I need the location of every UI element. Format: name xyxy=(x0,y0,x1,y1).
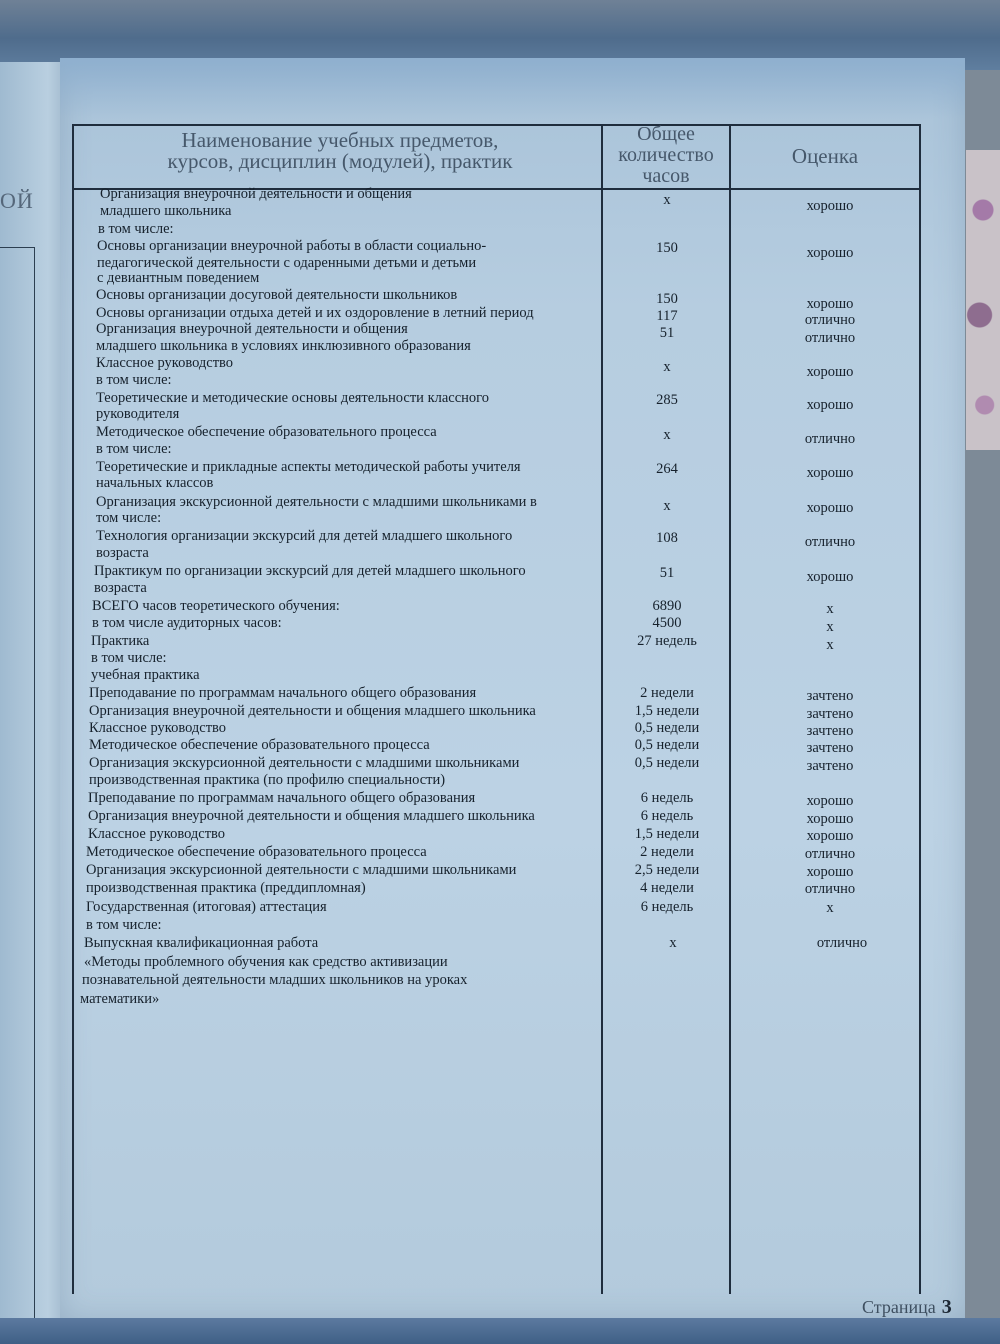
table-border-top xyxy=(72,124,920,126)
row-hours: 264 xyxy=(656,461,678,477)
row-hours: 150 xyxy=(656,240,678,256)
page-wave-pattern xyxy=(60,58,965,118)
row-grade: x xyxy=(826,601,834,617)
row-grade: хорошо xyxy=(806,793,854,809)
row-hours: 0,5 недели xyxy=(634,755,700,771)
row-subject: «Методы проблемного обучения как средство активизации xyxy=(84,954,448,970)
row-hours: 1,5 недели xyxy=(634,703,700,719)
row-subject: в том числе: xyxy=(98,221,174,237)
row-subject: младшего школьника xyxy=(100,203,232,219)
row-grade: хорошо xyxy=(806,245,854,261)
row-grade: хорошо xyxy=(806,864,854,880)
row-grade: x xyxy=(826,900,834,916)
table-row xyxy=(0,917,1000,935)
row-subject: Организация внеурочной деятельности и общения младшего школьника xyxy=(88,808,535,824)
table-row xyxy=(0,826,1000,844)
row-subject: в том числе: xyxy=(96,372,172,388)
row-grade: хорошо xyxy=(806,198,854,214)
row-subject: Основы организации внеурочной работы в области социально- xyxy=(97,238,487,254)
table-row xyxy=(0,991,1000,1009)
page-number: 3 xyxy=(941,1296,952,1318)
row-hours: 108 xyxy=(656,530,678,546)
row-subject: Преподавание по программам начального общего образования xyxy=(89,685,477,701)
row-grade: отлично xyxy=(804,846,856,862)
row-subject: Организация внеурочной деятельности и общения младшего школьника xyxy=(89,703,536,719)
table-row xyxy=(0,615,1000,633)
table-row xyxy=(0,598,1000,616)
row-grade: хорошо xyxy=(806,811,854,827)
table-row xyxy=(0,880,1000,898)
row-grade: отлично xyxy=(804,330,856,346)
row-subject: возраста xyxy=(94,580,147,596)
header-grade: Оценка xyxy=(791,144,859,168)
row-subject: Основы организации досуговой деятельности школьников xyxy=(96,287,458,303)
row-subject: Классное руководство xyxy=(88,826,226,842)
table-row xyxy=(0,899,1000,917)
header-subject-line-1: Наименование учебных предметов, xyxy=(181,128,499,152)
row-grade: отлично xyxy=(804,431,856,447)
row-subject: Выпускная квалификационная работа xyxy=(84,935,319,951)
row-subject: Государственная (итоговая) аттестация xyxy=(86,899,327,915)
row-grade: зачтено xyxy=(806,688,854,704)
row-subject: Теоретические и методические основы деятельности классного xyxy=(96,390,490,406)
row-subject: Организация экскурсионной деятельности с младшими школьниками xyxy=(89,755,520,771)
row-hours: 2 недели xyxy=(640,685,694,701)
row-grade: хорошо xyxy=(806,296,854,312)
row-grade: зачтено xyxy=(806,740,854,756)
table-row xyxy=(0,703,1000,721)
row-subject: в том числе: xyxy=(86,917,162,933)
row-hours: 2 недели xyxy=(640,844,694,860)
header-hours-line-2: количество xyxy=(618,144,714,166)
row-subject: ВСЕГО часов теоретического обучения: xyxy=(92,598,340,614)
row-hours: 150 xyxy=(656,291,678,307)
row-hours: 0,5 недели xyxy=(634,720,700,736)
row-hours: 6 недель xyxy=(640,790,694,806)
row-grade: x xyxy=(826,619,834,635)
table-row xyxy=(0,737,1000,755)
row-subject: Организация внеурочной деятельности и общения xyxy=(100,186,412,202)
row-grade: хорошо xyxy=(806,828,854,844)
table-row xyxy=(0,221,1000,239)
page-label: Страница xyxy=(862,1297,936,1317)
row-grade: хорошо xyxy=(806,465,854,481)
bottom-cover-band xyxy=(0,1318,1000,1344)
row-subject: возраста xyxy=(96,545,149,561)
row-subject: младшего школьника в условиях инклюзивного образования xyxy=(96,338,471,354)
row-subject: Организация экскурсионной деятельности с младшими школьниками в xyxy=(96,494,537,510)
table-row xyxy=(0,954,1000,972)
row-grade: зачтено xyxy=(806,758,854,774)
row-hours: x xyxy=(663,498,671,514)
row-subject: Организация экскурсионной деятельности с младшими школьниками xyxy=(86,862,517,878)
left-page-fragment: ОЙ xyxy=(0,188,34,213)
table-row xyxy=(0,364,1000,390)
row-subject: в том числе: xyxy=(91,650,167,666)
row-grade: хорошо xyxy=(806,397,854,413)
row-grade: хорошо xyxy=(806,569,854,585)
row-grade: отлично xyxy=(804,312,856,328)
table-row xyxy=(0,720,1000,738)
row-grade: отлично xyxy=(804,881,856,897)
table-row xyxy=(0,808,1000,826)
row-subject: с девиантным поведением xyxy=(97,270,260,286)
table-row xyxy=(0,685,1000,703)
table-row xyxy=(0,633,1000,651)
row-hours: 117 xyxy=(656,308,678,324)
row-subject: Методическое обеспечение образовательного процесса xyxy=(86,844,427,860)
table-row xyxy=(0,667,1000,685)
row-subject: Практикум по организации экскурсий для детей младшего школьного xyxy=(94,563,526,579)
row-subject: в том числе: xyxy=(96,441,172,457)
row-hours: 51 xyxy=(659,325,675,341)
table-row xyxy=(0,790,1000,808)
header-hours-line-3: часов xyxy=(642,165,690,187)
row-subject: Методическое обеспечение образовательного процесса xyxy=(96,424,437,440)
table-row xyxy=(0,935,1000,953)
row-subject: начальных классов xyxy=(96,475,214,491)
row-subject: Организация внеурочной деятельности и общения xyxy=(96,321,408,337)
row-grade: зачтено xyxy=(806,723,854,739)
table-row xyxy=(0,862,1000,880)
row-hours: 6890 xyxy=(652,598,682,614)
row-hours: 0,5 недели xyxy=(634,737,700,753)
row-grade: хорошо xyxy=(806,500,854,516)
table-row xyxy=(0,844,1000,862)
row-hours: x xyxy=(663,192,671,208)
row-subject: Теоретические и прикладные аспекты методической работы учителя xyxy=(96,459,521,475)
row-subject: Преподавание по программам начального общего образования xyxy=(88,790,476,806)
row-subject: учебная практика xyxy=(91,667,200,683)
row-grade: зачтено xyxy=(806,706,854,722)
row-subject: том числе: xyxy=(96,510,162,526)
row-subject: познавательной деятельности младших школьников на уроках xyxy=(82,972,468,988)
row-subject: педагогической деятельности с одаренными детьми и детьми xyxy=(97,255,477,271)
row-subject: производственная практика (преддипломная) xyxy=(86,880,366,896)
row-grade: x xyxy=(826,637,834,653)
table-row xyxy=(0,755,1000,773)
row-hours: 51 xyxy=(659,565,675,581)
row-hours: 27 недель xyxy=(637,633,697,649)
row-grade: хорошо xyxy=(806,364,854,380)
row-subject: Основы организации отдыха детей и их оздоровление в летний период xyxy=(96,305,534,321)
row-subject: Методическое обеспечение образовательного процесса xyxy=(89,737,430,753)
row-hours: x xyxy=(663,427,671,443)
row-hours: 1,5 недели xyxy=(634,826,700,842)
row-hours: 285 xyxy=(656,392,678,408)
header-subject xyxy=(90,130,590,172)
row-subject: математики» xyxy=(80,991,160,1007)
row-subject: Классное руководство xyxy=(89,720,227,736)
row-hours: 6 недель xyxy=(640,808,694,824)
table-row xyxy=(0,972,1000,990)
header-subject-line-2: курсов, дисциплин (модулей), практик xyxy=(167,149,513,173)
row-subject: руководителя xyxy=(96,406,180,422)
row-subject: производственная практика (по профилю специальности) xyxy=(89,772,446,788)
row-hours: 4 недели xyxy=(640,880,694,896)
row-subject: Практика xyxy=(91,633,150,649)
row-hours: 6 недель xyxy=(640,899,694,915)
row-hours: x xyxy=(663,359,671,375)
table-row xyxy=(0,270,1000,288)
row-subject: Технология организации экскурсий для детей младшего школьного xyxy=(96,528,513,544)
row-hours: 2,5 недели xyxy=(634,862,700,878)
table-row xyxy=(0,650,1000,668)
row-hours: x xyxy=(669,935,677,951)
page-footer xyxy=(862,1296,952,1319)
header-hours xyxy=(603,124,729,187)
row-grade: отлично xyxy=(816,935,868,951)
row-hours: 4500 xyxy=(652,615,682,631)
table-row xyxy=(0,772,1000,790)
header-hours-line-1: Общее xyxy=(637,123,695,145)
row-subject: в том числе аудиторных часов: xyxy=(92,615,282,631)
row-grade: отлично xyxy=(804,534,856,550)
row-subject: Классное руководство xyxy=(96,355,234,371)
